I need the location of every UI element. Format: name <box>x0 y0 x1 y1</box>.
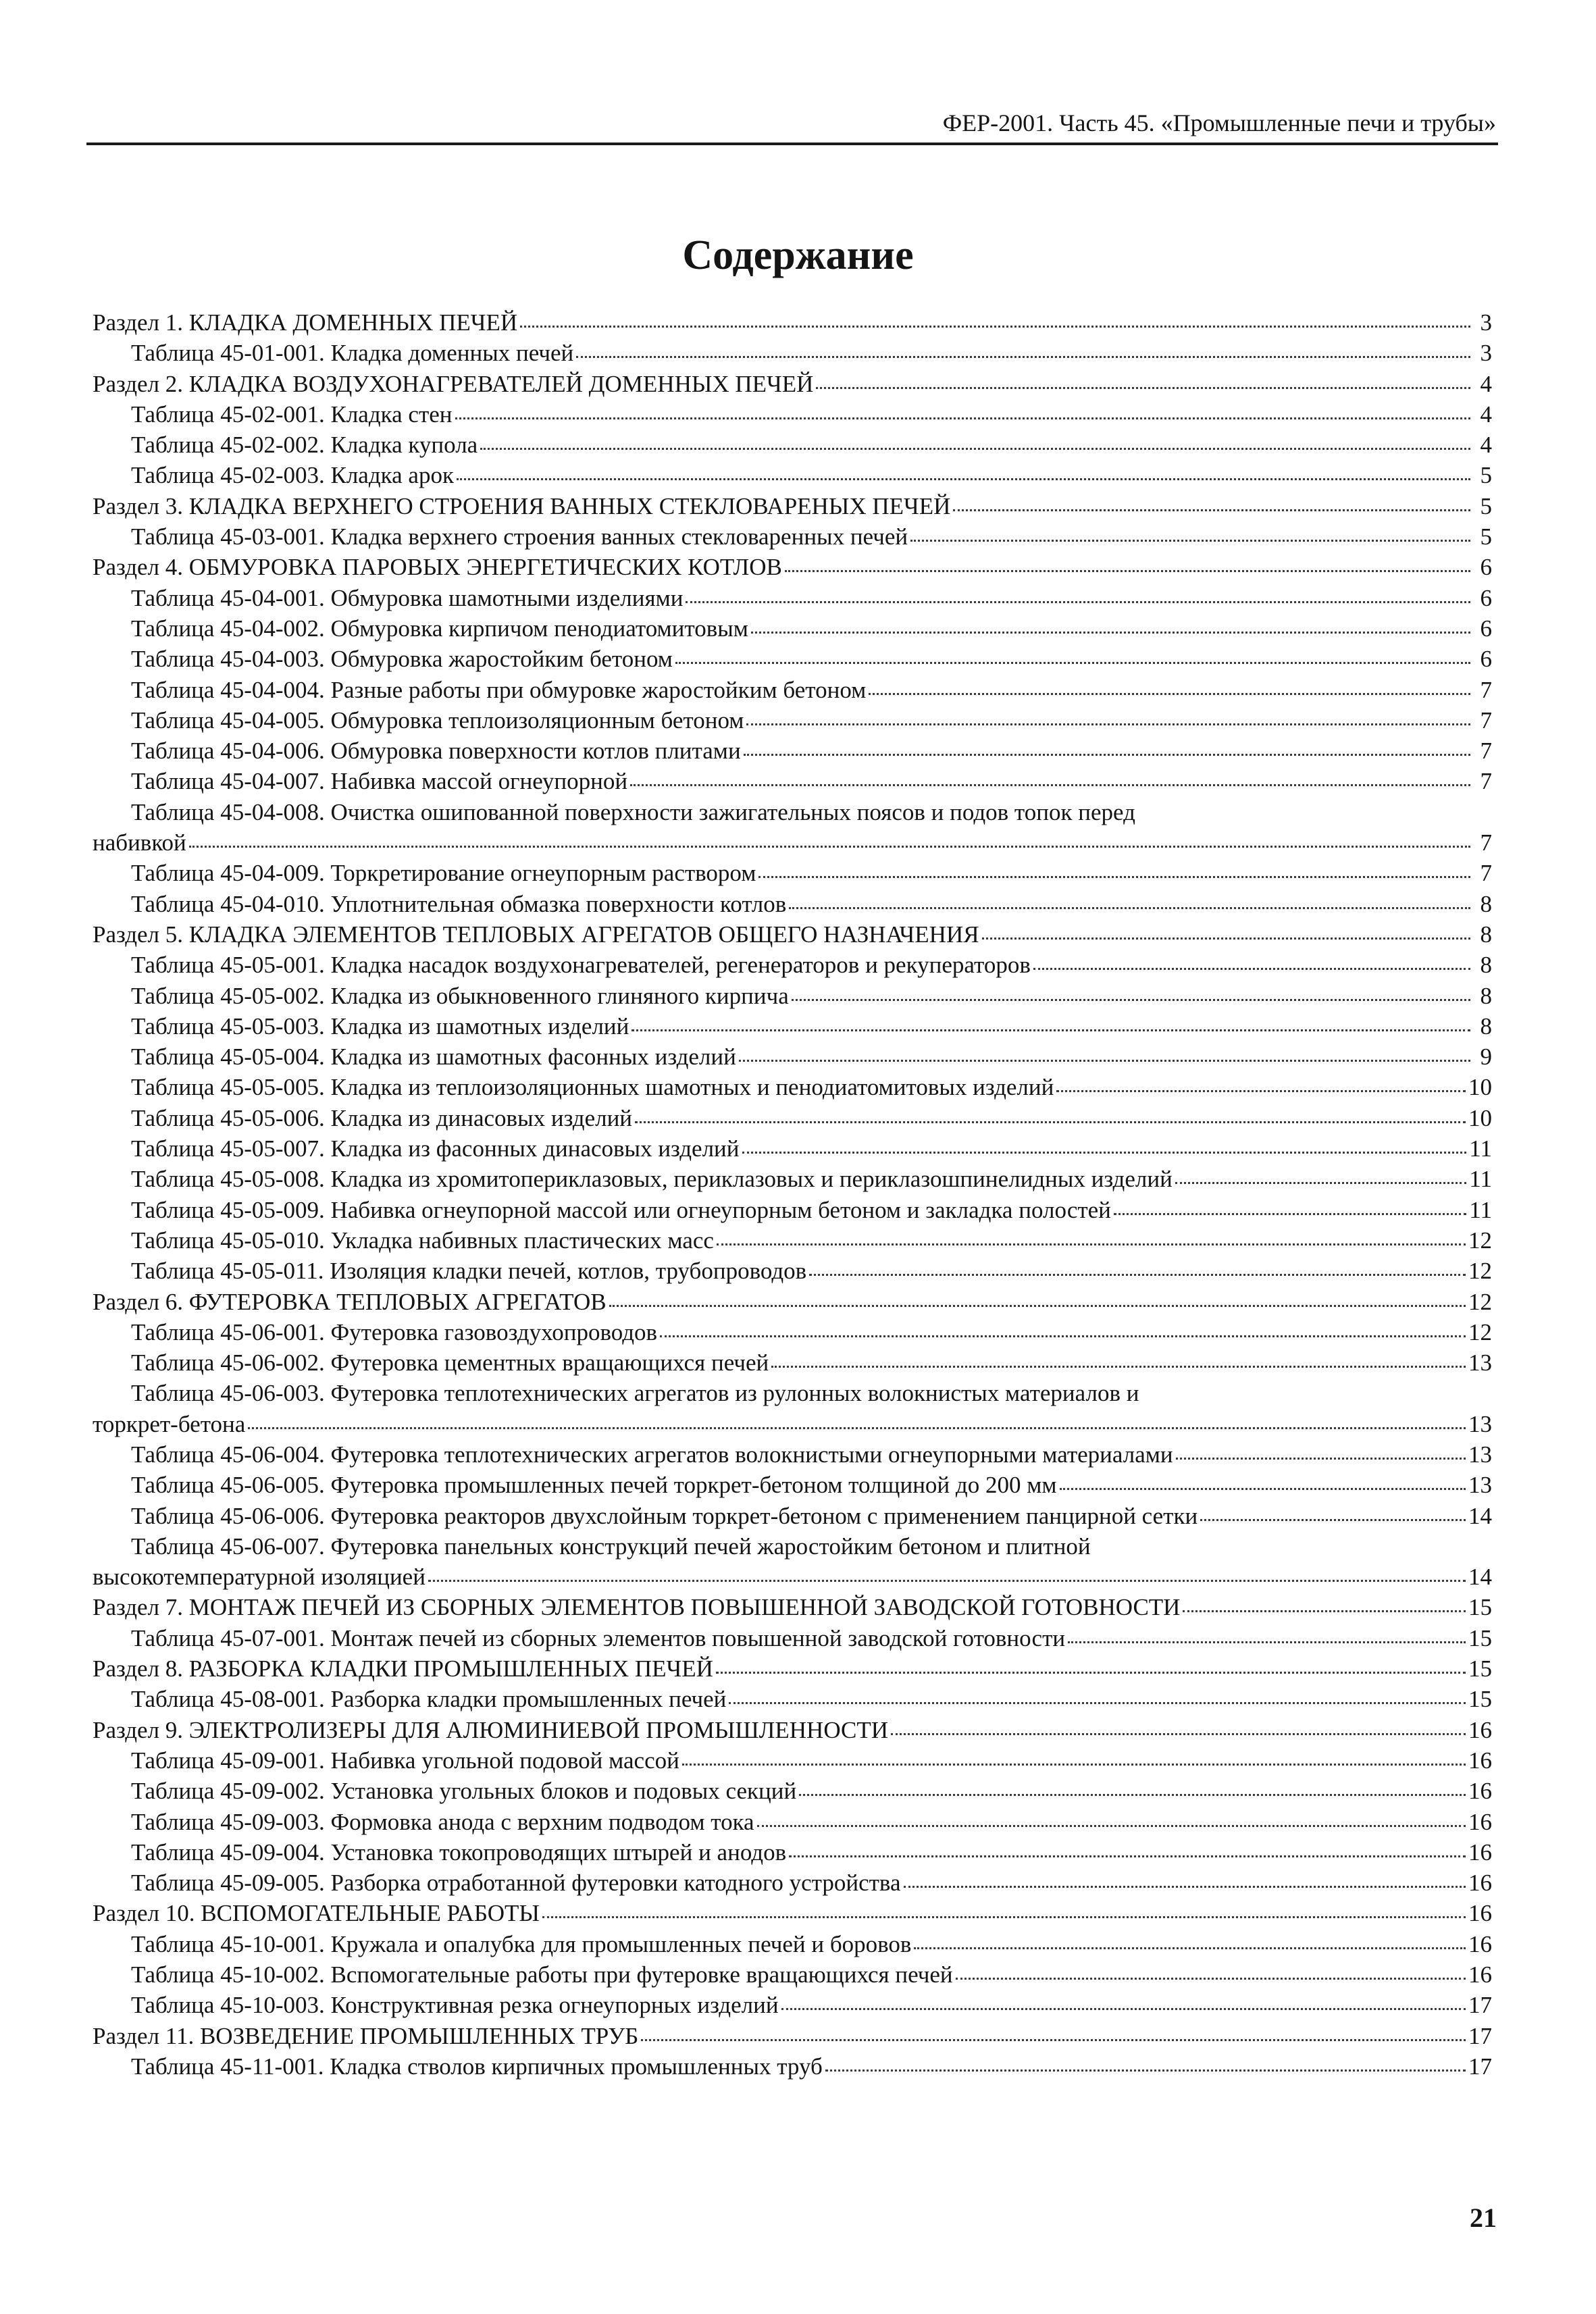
toc-entry-label: Таблица 45-05-003. Кладка из шамотных изделий <box>131 1012 629 1039</box>
toc-entry-label: Таблица 45-09-005. Разборка отработанной футеровки катодного устройства <box>131 1870 901 1897</box>
toc-leader-dots <box>825 2069 1466 2072</box>
toc-leader-dots <box>742 1151 1467 1154</box>
toc-entry-label: Таблица 45-04-005. Обмуровка теплоизоляционным бетоном <box>131 706 744 734</box>
toc-page-number: 13 <box>1468 1349 1492 1377</box>
toc-leader-dots <box>630 783 1470 786</box>
toc-table-entry[interactable] <box>93 797 1492 858</box>
toc-entry-label: Таблица 45-05-007. Кладка из фасонных динасовых изделий <box>131 1135 740 1162</box>
toc-table-entry[interactable] <box>93 1164 1492 1194</box>
toc-leader-dots <box>455 417 1470 419</box>
toc-leader-dots <box>1056 1089 1466 1092</box>
toc-entry-label: Раздел 5. КЛАДКА ЭЛЕМЕНТОВ ТЕПЛОВЫХ АГРЕГАТОВ ОБЩЕГО НАЗНАЧЕНИЯ <box>93 921 979 948</box>
table-of-contents <box>93 307 1492 2082</box>
toc-entry-label-cont: набивкой <box>93 829 186 856</box>
toc-page-number: 17 <box>1468 2022 1492 2049</box>
toc-leader-dots <box>675 661 1470 664</box>
toc-section-entry[interactable] <box>93 369 1492 399</box>
toc-leader-dots <box>789 906 1470 909</box>
toc-page-number: 8 <box>1480 890 1492 917</box>
toc-page-number: 16 <box>1468 1930 1492 1957</box>
toc-page-number: 3 <box>1480 309 1492 336</box>
toc-entry-label: Таблица 45-05-002. Кладка из обыкновенного глиняного кирпича <box>131 982 789 1009</box>
toc-entry-label: Таблица 45-04-001. Обмуровка шамотными изделиями <box>131 584 684 611</box>
toc-entry-label: Таблица 45-01-001. Кладка доменных печей <box>131 340 574 367</box>
toc-entry-label: Таблица 45-05-001. Кладка насадок воздухонагревателей, регенераторов и рекуператоров <box>131 952 1031 979</box>
toc-table-entry[interactable] <box>93 736 1492 766</box>
toc-leader-dots <box>457 478 1470 480</box>
toc-page-number: 11 <box>1469 1135 1492 1162</box>
toc-leader-dots <box>792 998 1470 1001</box>
toc-leader-dots <box>717 1243 1466 1245</box>
toc-entry-label: Раздел 4. ОБМУРОВКА ПАРОВЫХ ЭНЕРГЕТИЧЕСКИХ КОТЛОВ <box>93 554 782 581</box>
toc-page-number: 17 <box>1468 1992 1492 2019</box>
toc-entry-label: Раздел 6. ФУТЕРОВКА ТЕПЛОВЫХ АГРЕГАТОВ <box>93 1288 607 1315</box>
toc-page-number: 15 <box>1468 1624 1492 1651</box>
toc-page-number: 6 <box>1480 646 1492 673</box>
toc-leader-dots <box>1068 1641 1466 1643</box>
toc-leader-dots <box>542 1916 1466 1918</box>
toc-leader-dots <box>716 1671 1466 1674</box>
toc-leader-dots <box>956 1977 1466 1980</box>
toc-entry-label: Таблица 45-05-004. Кладка из шамотных фасонных изделий <box>131 1044 736 1071</box>
toc-entry-label: Таблица 45-06-005. Футеровка промышленных печей торкрет-бетоном толщиной до 200 мм <box>131 1472 1057 1499</box>
toc-page-number: 16 <box>1468 1961 1492 1988</box>
toc-page-number: 12 <box>1468 1258 1492 1285</box>
toc-section-entry[interactable] <box>93 1715 1492 1745</box>
toc-table-entry[interactable] <box>93 1837 1492 1868</box>
toc-page-number: 9 <box>1480 1044 1492 1071</box>
toc-leader-dots <box>781 2007 1466 2010</box>
toc-page-number: 16 <box>1468 1839 1492 1866</box>
toc-page-number: 4 <box>1480 370 1492 397</box>
toc-section-entry[interactable] <box>93 1287 1492 1317</box>
toc-table-entry[interactable] <box>93 1378 1492 1439</box>
toc-entry-label: Раздел 1. КЛАДКА ДОМЕННЫХ ПЕЧЕЙ <box>93 309 518 336</box>
toc-table-entry[interactable] <box>93 1347 1492 1378</box>
toc-section-entry[interactable] <box>93 2021 1492 2051</box>
toc-page-number: 15 <box>1468 1594 1492 1621</box>
toc-section-entry[interactable] <box>93 919 1492 950</box>
toc-leader-dots <box>520 325 1470 328</box>
toc-entry-label: Таблица 45-02-002. Кладка купола <box>131 432 478 459</box>
toc-entry-label: Таблица 45-08-001. Разборка кладки промышленных печей <box>131 1686 727 1713</box>
toc-leader-dots <box>746 723 1470 725</box>
toc-table-entry[interactable] <box>93 1745 1492 1776</box>
toc-leader-dots <box>641 2038 1466 2041</box>
toc-entry-label: Таблица 45-10-003. Конструктивная резка огнеупорных изделий <box>131 1992 779 2019</box>
toc-table-entry[interactable] <box>93 1133 1492 1164</box>
toc-entry-label: Таблица 45-09-001. Набивка угольной подовой массой <box>131 1747 679 1774</box>
toc-page-number: 4 <box>1480 432 1492 459</box>
toc-entry-label: Таблица 45-04-008. Очистка ошипованной поверхности зажигательных поясов и подов топок перед <box>131 798 1135 825</box>
toc-page-number: 7 <box>1480 706 1492 734</box>
toc-page-number: 10 <box>1468 1074 1492 1101</box>
toc-entry-label: Таблица 45-05-005. Кладка из теплоизоляционных шамотных и пенодиатомитовых изделий <box>131 1074 1054 1101</box>
toc-page-number: 16 <box>1468 1778 1492 1805</box>
toc-table-entry[interactable] <box>93 1531 1492 1593</box>
toc-entry-label: Таблица 45-05-006. Кладка из динасовых изделий <box>131 1104 633 1131</box>
running-header: ФЕР-2001. Часть 45. «Промышленные печи и трубы» <box>942 109 1496 136</box>
toc-table-entry[interactable] <box>93 1990 1492 2020</box>
toc-entry-label: Раздел 10. ВСПОМОГАТЕЛЬНЫЕ РАБОТЫ <box>93 1900 540 1927</box>
toc-table-entry[interactable] <box>93 613 1492 644</box>
toc-table-entry[interactable] <box>93 521 1492 552</box>
toc-leader-dots <box>1176 1457 1466 1460</box>
page-title: Содержание <box>682 232 914 278</box>
toc-table-entry[interactable] <box>93 1501 1492 1531</box>
toc-entry-label: Таблица 45-05-010. Укладка набивных пластических масс <box>131 1227 714 1254</box>
toc-table-entry[interactable] <box>93 1623 1492 1653</box>
toc-entry-label-cont: высокотемпературной изоляцией <box>93 1564 426 1591</box>
toc-entry-label: Таблица 45-06-001. Футеровка газовоздухопроводов <box>131 1318 658 1345</box>
toc-page-number: 7 <box>1480 768 1492 795</box>
toc-leader-dots <box>1114 1212 1466 1215</box>
toc-leader-dots <box>891 1732 1466 1735</box>
toc-section-entry[interactable] <box>93 1653 1492 1684</box>
toc-page-number: 6 <box>1480 615 1492 642</box>
toc-entry-label: Таблица 45-05-011. Изоляция кладки печей, котлов, трубопроводов <box>131 1258 807 1285</box>
toc-page-number: 17 <box>1468 2053 1492 2080</box>
toc-table-entry[interactable] <box>93 1225 1492 1256</box>
toc-leader-dots <box>816 386 1470 389</box>
toc-section-entry[interactable] <box>93 1898 1492 1928</box>
toc-table-entry[interactable] <box>93 766 1492 796</box>
toc-entry-label: Раздел 9. ЭЛЕКТРОЛИЗЕРЫ ДЛЯ АЛЮМИНИЕВОЙ ПРОМЫШЛЕННОСТИ <box>93 1716 889 1743</box>
toc-entry-label: Таблица 45-05-008. Кладка из хромитопериклазовых, периклазовых и периклазошпинелидных изделий <box>131 1166 1173 1193</box>
toc-table-entry[interactable] <box>93 705 1492 736</box>
toc-page-number: 7 <box>1480 676 1492 703</box>
toc-leader-dots <box>809 1273 1466 1276</box>
toc-entry-label: Таблица 45-04-007. Набивка массой огнеупорной <box>131 768 628 795</box>
toc-leader-dots <box>757 1824 1466 1827</box>
toc-leader-dots <box>758 875 1470 878</box>
toc-leader-dots <box>635 1121 1466 1123</box>
toc-leader-dots <box>744 753 1470 756</box>
toc-table-entry[interactable] <box>93 1929 1492 1959</box>
toc-section-entry[interactable] <box>93 552 1492 582</box>
toc-entry-label: Таблица 45-04-010. Уплотнительная обмазка поверхности котлов <box>131 890 787 917</box>
toc-leader-dots <box>729 1701 1466 1704</box>
toc-table-entry[interactable] <box>93 1776 1492 1806</box>
toc-page-number: 7 <box>1480 738 1492 765</box>
toc-page-number: 7 <box>1480 860 1492 887</box>
toc-page-number: 15 <box>1468 1655 1492 1682</box>
toc-leader-dots <box>914 1947 1466 1949</box>
toc-page-number: 13 <box>1468 1441 1492 1468</box>
toc-entry-label: Таблица 45-09-003. Формовка анода с верхним подводом тока <box>131 1808 754 1835</box>
toc-leader-dots <box>1175 1181 1466 1184</box>
page-number: 21 <box>1470 2203 1497 2233</box>
toc-page-number: 12 <box>1468 1227 1492 1254</box>
toc-table-entry[interactable] <box>93 889 1492 919</box>
toc-page-number: 5 <box>1480 492 1492 519</box>
toc-table-entry[interactable] <box>93 2051 1492 2082</box>
toc-entry-label: Раздел 3. КЛАДКА ВЕРХНЕГО СТРОЕНИЯ ВАННЫХ СТЕКЛОВАРЕНЫХ ПЕЧЕЙ <box>93 492 951 519</box>
toc-table-entry[interactable] <box>93 583 1492 613</box>
toc-table-entry[interactable] <box>93 1103 1492 1133</box>
toc-leader-dots <box>686 600 1470 603</box>
toc-table-entry[interactable] <box>93 1684 1492 1714</box>
toc-leader-dots <box>904 1885 1466 1888</box>
toc-page-number: 11 <box>1469 1196 1492 1223</box>
toc-section-entry[interactable] <box>93 491 1492 521</box>
toc-table-entry[interactable] <box>93 338 1492 368</box>
toc-entry-label: Таблица 45-10-002. Вспомогательные работы при футеровке вращающихся печей <box>131 1961 953 1988</box>
toc-table-entry[interactable] <box>93 430 1492 460</box>
toc-leader-dots <box>953 509 1470 511</box>
toc-table-entry[interactable] <box>93 675 1492 705</box>
toc-leader-dots <box>869 692 1470 695</box>
toc-page-number: 16 <box>1468 1900 1492 1927</box>
toc-leader-dots <box>576 355 1470 358</box>
toc-entry-label: Таблица 45-06-004. Футеровка теплотехнических агрегатов волокнистыми огнеупорными материалами <box>131 1441 1173 1468</box>
toc-table-entry[interactable] <box>93 1256 1492 1286</box>
toc-entry-label: Таблица 45-09-004. Установка токопроводящих штырей и анодов <box>131 1839 787 1866</box>
toc-entry-label: Таблица 45-03-001. Кладка верхнего строения ванных стекловаренных печей <box>131 523 908 550</box>
toc-entry-label: Раздел 2. КЛАДКА ВОЗДУХОНАГРЕВАТЕЛЕЙ ДОМЕННЫХ ПЕЧЕЙ <box>93 370 814 397</box>
toc-table-entry[interactable] <box>93 1011 1492 1042</box>
toc-page-number: 12 <box>1468 1318 1492 1345</box>
toc-entry-label: Таблица 45-04-009. Торкретирование огнеупорным раствором <box>131 860 756 887</box>
toc-page-number: 8 <box>1480 952 1492 979</box>
toc-table-entry[interactable] <box>93 644 1492 674</box>
toc-leader-dots <box>609 1304 1466 1307</box>
toc-entry-label: Таблица 45-06-002. Футеровка цементных вращающихся печей <box>131 1349 769 1377</box>
toc-table-entry[interactable] <box>93 399 1492 430</box>
toc-entry-label: Таблица 45-11-001. Кладка стволов кирпичных промышленных труб <box>131 2053 823 2080</box>
toc-entry-label: Раздел 7. МОНТАЖ ПЕЧЕЙ ИЗ СБОРНЫХ ЭЛЕМЕНТОВ ПОВЫШЕННОЙ ЗАВОДСКОЙ ГОТОВНОСТИ <box>93 1594 1181 1621</box>
toc-table-entry[interactable] <box>93 1195 1492 1225</box>
toc-table-entry[interactable] <box>93 1439 1492 1470</box>
toc-page-number: 15 <box>1468 1686 1492 1713</box>
toc-page-number: 3 <box>1480 340 1492 367</box>
toc-entry-continuation <box>93 1409 1492 1439</box>
toc-entry-label: Таблица 45-04-004. Разные работы при обмуровке жаростойким бетоном <box>131 676 867 703</box>
toc-table-entry[interactable] <box>93 950 1492 980</box>
toc-leader-dots <box>1183 1610 1466 1612</box>
toc-leader-dots <box>248 1426 1466 1429</box>
toc-entry-label: Таблица 45-06-003. Футеровка теплотехнических агрегатов из рулонных волокнистых материалов и <box>131 1380 1139 1407</box>
toc-page-number: 8 <box>1480 921 1492 948</box>
toc-entry-label: Таблица 45-07-001. Монтаж печей из сборных элементов повышенной заводской готовности <box>131 1624 1066 1651</box>
toc-entry-label: Раздел 11. ВОЗВЕДЕНИЕ ПРОМЫШЛЕННЫХ ТРУБ <box>93 2022 639 2049</box>
toc-entry-label: Таблица 45-05-009. Набивка огнеупорной массой или огнеупорным бетоном и закладка полостей <box>131 1196 1111 1223</box>
toc-leader-dots <box>1060 1487 1466 1490</box>
toc-leader-dots <box>910 539 1470 542</box>
toc-page-number: 4 <box>1480 401 1492 428</box>
toc-table-entry[interactable] <box>93 1317 1492 1347</box>
toc-page-number: 16 <box>1468 1870 1492 1897</box>
toc-page-number: 16 <box>1468 1747 1492 1774</box>
toc-leader-dots <box>480 447 1470 450</box>
toc-page-number: 7 <box>1480 829 1492 856</box>
toc-page-number: 5 <box>1480 523 1492 550</box>
toc-table-entry[interactable] <box>93 1072 1492 1102</box>
toc-table-entry[interactable] <box>93 1868 1492 1898</box>
toc-leader-dots <box>660 1335 1466 1337</box>
toc-page-number: 11 <box>1469 1166 1492 1193</box>
toc-entry-label: Таблица 45-02-001. Кладка стен <box>131 401 453 428</box>
toc-page-number: 8 <box>1480 1012 1492 1039</box>
toc-leader-dots <box>982 937 1470 940</box>
toc-leader-dots <box>682 1763 1466 1766</box>
toc-leader-dots <box>771 1365 1466 1368</box>
toc-table-entry[interactable] <box>93 858 1492 888</box>
toc-section-entry[interactable] <box>93 307 1492 338</box>
toc-section-entry[interactable] <box>93 1592 1492 1622</box>
toc-table-entry[interactable] <box>93 460 1492 490</box>
toc-page-number: 14 <box>1468 1502 1492 1529</box>
toc-leader-dots <box>189 845 1470 848</box>
toc-leader-dots <box>789 1855 1466 1857</box>
toc-page-number: 14 <box>1468 1564 1492 1591</box>
toc-page-number: 5 <box>1480 462 1492 489</box>
toc-table-entry[interactable] <box>93 981 1492 1011</box>
toc-leader-dots <box>751 631 1470 634</box>
toc-page-number: 12 <box>1468 1288 1492 1315</box>
toc-leader-dots <box>799 1793 1466 1796</box>
toc-table-entry[interactable] <box>93 1807 1492 1837</box>
toc-entry-label: Таблица 45-10-001. Кружала и опалубка для промышленных печей и боровов <box>131 1930 912 1957</box>
toc-entry-continuation <box>93 1562 1492 1592</box>
toc-page-number: 13 <box>1468 1472 1492 1499</box>
toc-page-number: 16 <box>1468 1716 1492 1743</box>
toc-entry-label: Таблица 45-06-007. Футеровка панельных конструкций печей жаростойким бетоном и плитной <box>131 1533 1091 1560</box>
toc-entry-label: Таблица 45-02-003. Кладка арок <box>131 462 454 489</box>
toc-page-number: 6 <box>1480 584 1492 611</box>
toc-entry-label: Раздел 8. РАЗБОРКА КЛАДКИ ПРОМЫШЛЕННЫХ ПЕЧЕЙ <box>93 1655 713 1682</box>
toc-leader-dots <box>632 1029 1470 1031</box>
toc-page-number: 6 <box>1480 554 1492 581</box>
toc-page-number: 13 <box>1468 1410 1492 1437</box>
toc-entry-label: Таблица 45-04-002. Обмуровка кирпичом пенодиатомитовым <box>131 615 748 642</box>
toc-entry-label: Таблица 45-04-003. Обмуровка жаростойким бетоном <box>131 646 673 673</box>
toc-leader-dots <box>739 1059 1470 1062</box>
toc-leader-dots <box>428 1579 1466 1582</box>
toc-entry-label: Таблица 45-06-006. Футеровка реакторов двухслойным торкрет-бетоном с применением панцирной сетки <box>131 1502 1198 1529</box>
toc-table-entry[interactable] <box>93 1959 1492 1990</box>
toc-table-entry[interactable] <box>93 1470 1492 1500</box>
toc-page-number: 10 <box>1468 1104 1492 1131</box>
toc-entry-label: Таблица 45-09-002. Установка угольных блоков и подовых секций <box>131 1778 797 1805</box>
toc-leader-dots <box>785 569 1470 572</box>
toc-table-entry[interactable] <box>93 1042 1492 1072</box>
toc-leader-dots <box>1200 1518 1466 1521</box>
toc-leader-dots <box>1033 967 1470 970</box>
toc-page-number: 8 <box>1480 982 1492 1009</box>
toc-entry-label-cont: торкрет-бетона <box>93 1410 246 1437</box>
toc-page-number: 16 <box>1468 1808 1492 1835</box>
header-rule <box>86 143 1498 145</box>
toc-entry-label: Таблица 45-04-006. Обмуровка поверхности котлов плитами <box>131 738 741 765</box>
toc-entry-continuation <box>93 827 1492 858</box>
